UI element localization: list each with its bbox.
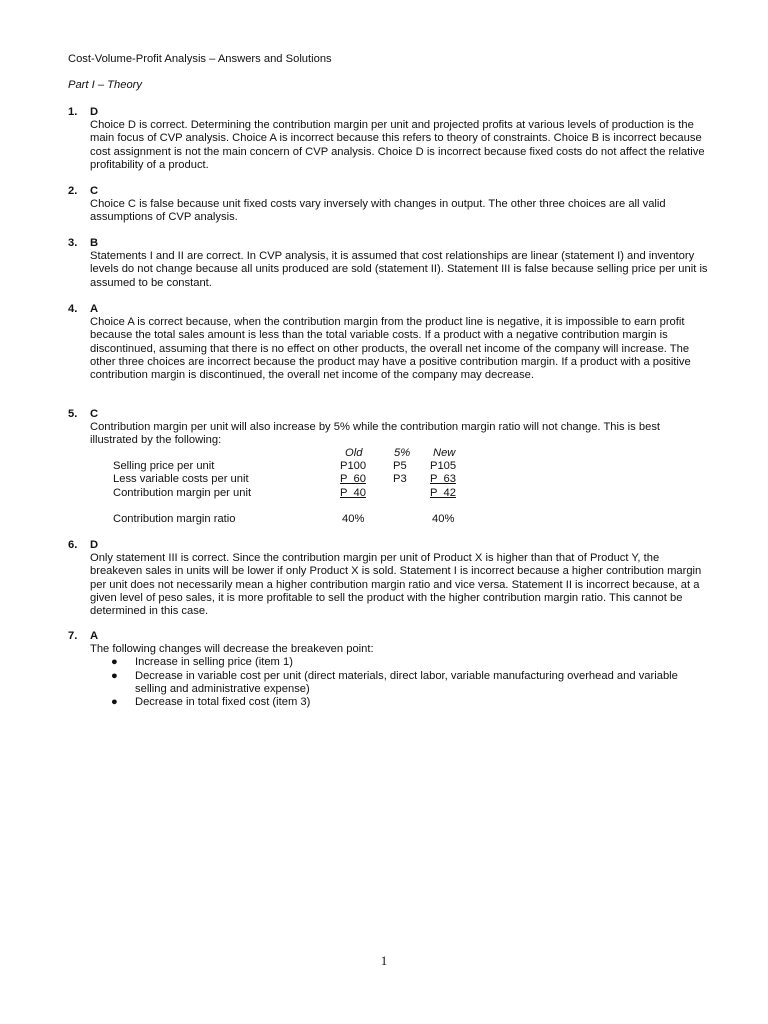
answer-explanation: Only statement III is correct. Since the contribution margin per unit of Product X is higher than that of Product Y, the breakeven sales in units will be lower if only Product X is sold. Statement I is incorrect because a higher contribution margin per unit does not necessarily mean a higher contribution margin ratio and vice versa. Statement II is incorrect because, at a given level of peso sales, it is more profitable to sell the product with the higher contribution margin ratio. This cannot be determined in this case. — [90, 552, 702, 617]
list-item — [90, 656, 708, 669]
answer-explanation: Choice C is false because unit fixed costs vary inversely with changes in output. The other three choices are all valid assumptions of CVP analysis. — [90, 198, 666, 224]
bullet-icon: ● — [111, 669, 118, 682]
row-label: Contribution margin ratio — [113, 513, 236, 525]
document-title: Cost-Volume-Profit Analysis – Answers and Solutions — [68, 53, 332, 65]
answer-letter: D — [90, 106, 99, 118]
list-item-text: Decrease in variable cost per unit (direct materials, direct labor, variable manufacturing overhead and variable selling and administrative expense) — [135, 669, 678, 695]
bullet-icon: ● — [111, 696, 118, 708]
cell-old: P 60 — [340, 473, 366, 486]
cell-old: P100 — [340, 460, 367, 473]
list-item — [90, 696, 708, 709]
cell-old: P 40 — [340, 486, 366, 499]
answer-letter: C — [90, 185, 99, 197]
answer-letter: B — [90, 237, 99, 249]
cell-new: P 42 — [430, 486, 456, 499]
col-header-new: New — [433, 447, 456, 459]
answer-explanation: Contribution margin per unit will also increase by 5% while the contribution margin ratio will not change. This is best illustrated by the following: — [90, 421, 661, 447]
cell-new: P105 — [430, 460, 457, 473]
answer-letter: D — [90, 539, 99, 551]
row-label: Selling price per unit — [113, 460, 215, 473]
answer-explanation: The following changes will decrease the breakeven point: — [90, 643, 374, 656]
row-label: Less variable costs per unit — [113, 473, 249, 486]
bullet-list — [90, 656, 708, 709]
answer-letter: A — [90, 630, 99, 642]
question-number: 3. — [68, 237, 78, 249]
question-number: 4. — [68, 303, 78, 315]
list-item — [90, 670, 708, 696]
part-title: Part I – Theory — [68, 79, 142, 91]
list-item-text: Decrease in total fixed cost (item 3) — [135, 696, 311, 708]
question-number: 5. — [68, 408, 78, 420]
bullet-icon: ● — [111, 656, 118, 669]
cell-new: 40% — [432, 513, 455, 525]
answer-letter: C — [90, 408, 99, 420]
answer-explanation: Statements I and II are correct. In CVP analysis, it is assumed that cost relationships are linear (statement I) and inventory levels do not change because all units produced are sold (statement II). Statement III is false because selling price per unit is assumed to be constant. — [90, 250, 708, 289]
cell-pct: P5 — [393, 460, 407, 473]
question-number: 7. — [68, 630, 78, 642]
question-number: 2. — [68, 185, 78, 197]
question-number: 6. — [68, 539, 78, 551]
cell-new: P 63 — [430, 473, 456, 486]
col-header-old: Old — [345, 447, 363, 459]
answer-letter: A — [90, 303, 99, 315]
page-number: 1 — [380, 953, 388, 968]
row-label: Contribution margin per unit — [113, 486, 252, 499]
question-number: 1. — [68, 106, 78, 118]
col-header-pct: 5% — [394, 447, 411, 459]
list-item-text: Increase in selling price (item 1) — [135, 656, 293, 669]
cell-old: 40% — [342, 513, 365, 525]
answer-explanation: Choice A is correct because, when the contribution margin from the product line is negative, it is impossible to earn profit because the total sales amount is less than the total variable costs. If a product with a negative contribution margin is discontinued, assuming that there is no effect on other products, the overall net income of the company will increase. The other three choices are incorrect because the product may have a positive contribution margin. If a product with a positive contribution margin is discontinued, the overall net income of the company may decrease. — [90, 316, 691, 381]
answer-explanation: Choice D is correct. Determining the contribution margin per unit and projected profits at various levels of production is the main focus of CVP analysis. Choice A is incorrect because this refers to theory of constraints. Choice B is incorrect because cost assignment is not the main concern of CVP analysis. Choice D is incorrect because fixed costs do not affect the relative profitability of a product. — [90, 119, 705, 171]
cell-pct: P3 — [393, 473, 407, 486]
